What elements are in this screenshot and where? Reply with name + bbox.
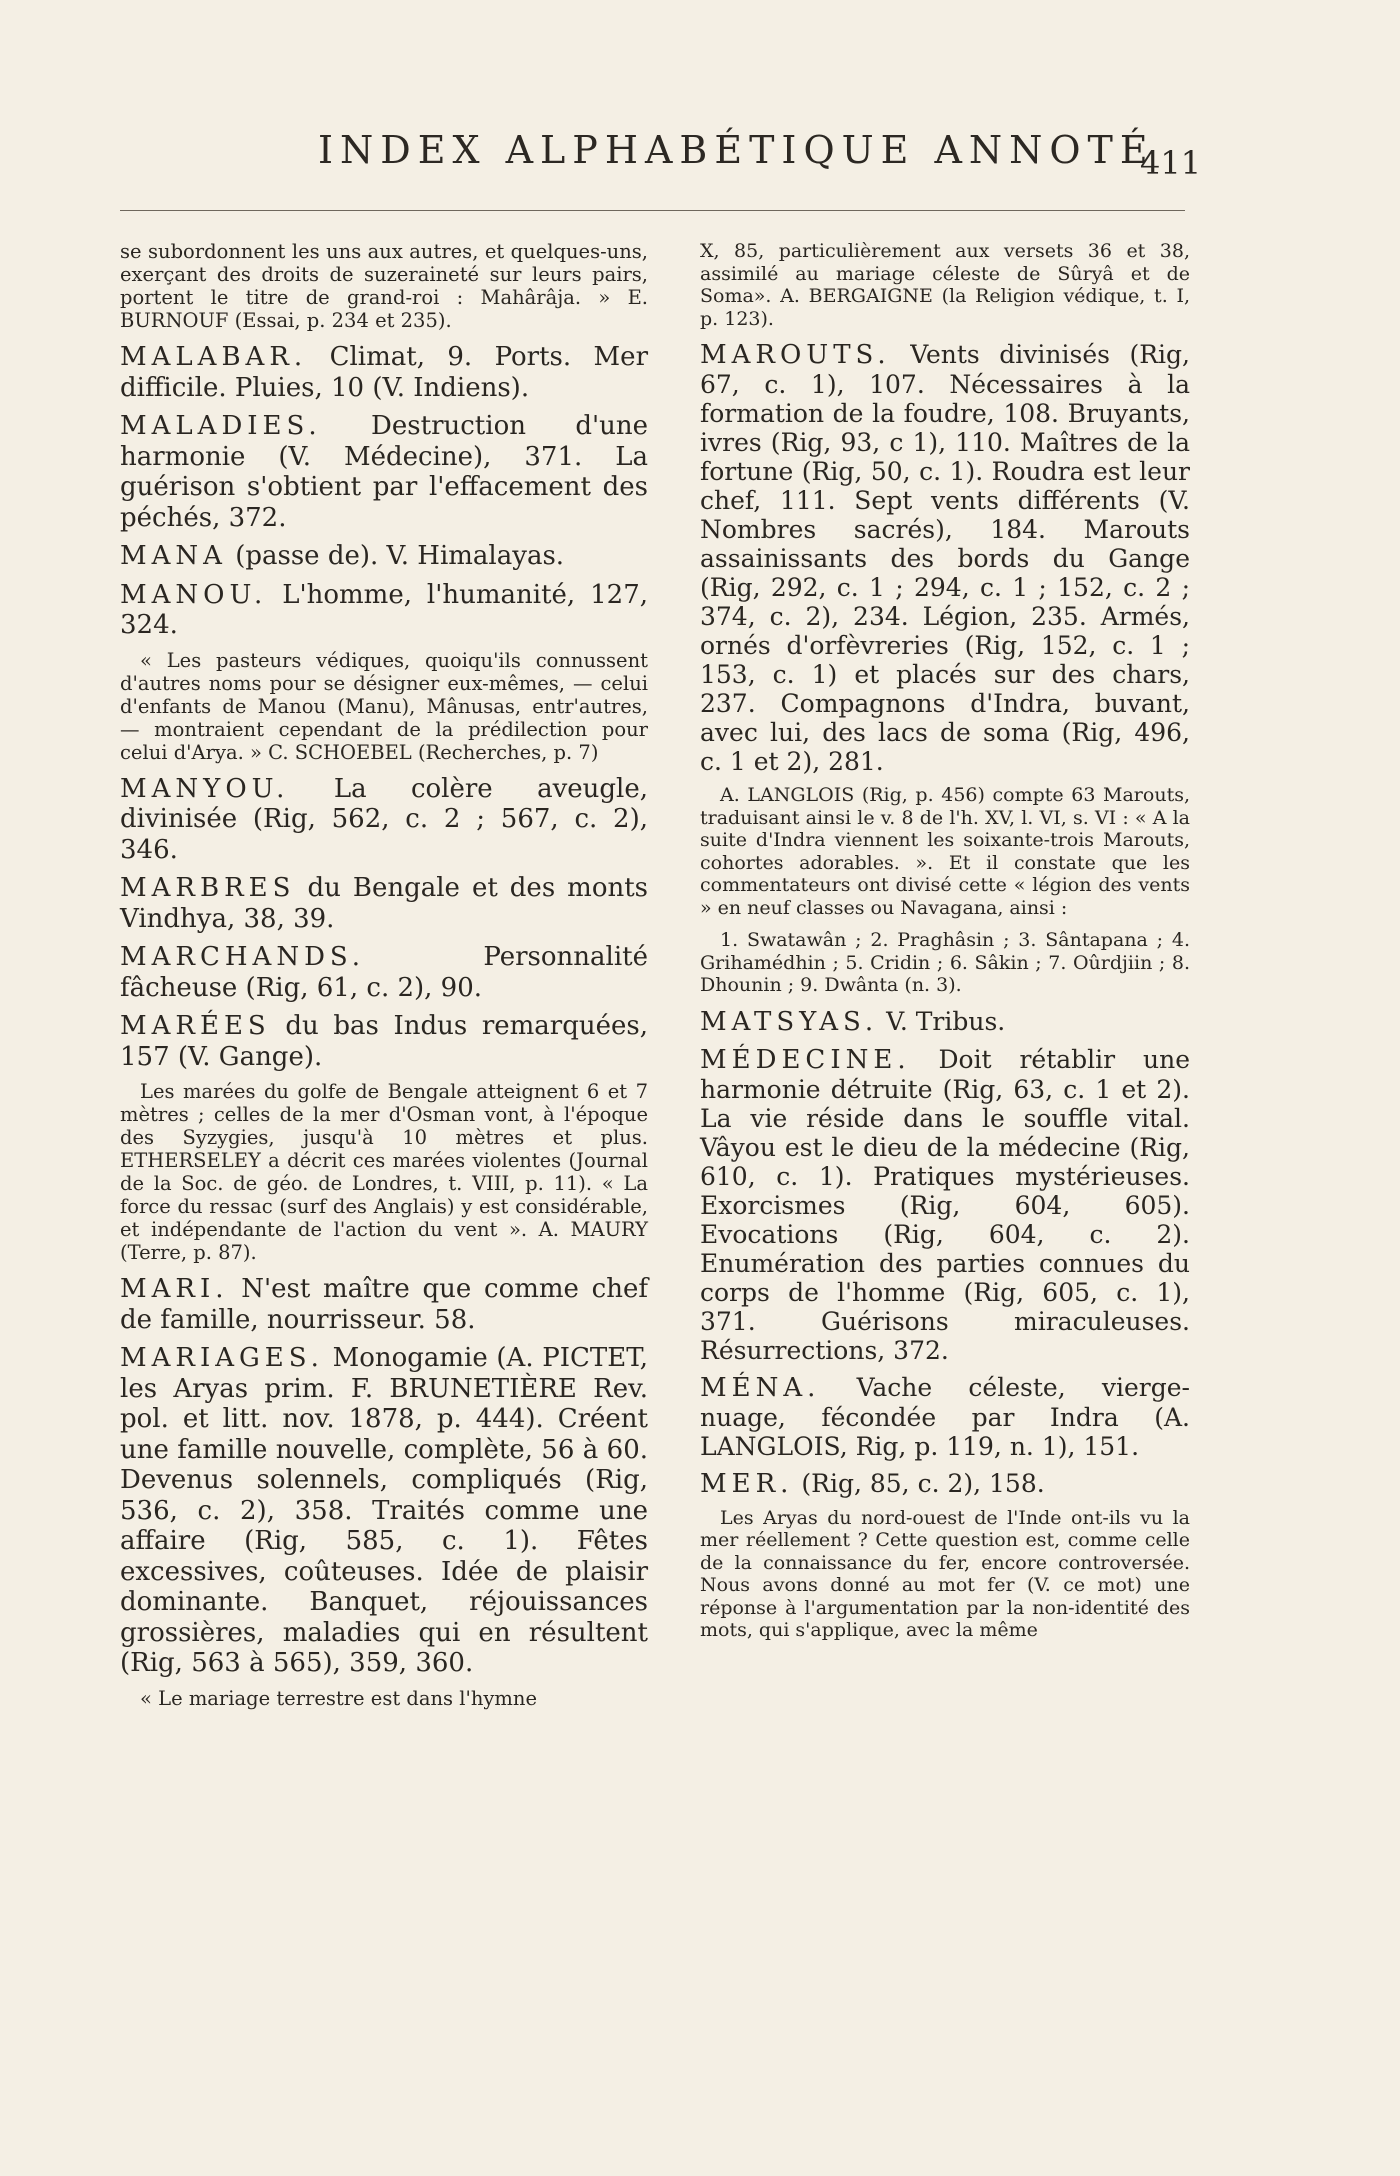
entry-headword: MARI. [120,1274,229,1304]
entry-headword: MALADIES. [120,411,322,441]
annotation-note: « Les pasteurs védiques, quoiqu'ils connussent d'autres noms pour se désigner eux-mêmes, — celui d'enfants de Manou (Manu), Mânusas, entr'autres, — montraient cependant de la prédilection pour celui d'Arya. » C. SCHOEBEL (Recherches, p. 7) [120,648,648,764]
right-column [700,240,1190,1652]
entry-text: L'homme, l'humanité, 127, 324. [120,579,648,640]
entry-headword: MARCHANDS. [120,942,366,972]
index-entry [120,541,648,572]
entry-text: du Bengale et des monts Vindhya, 38, 39. [120,873,649,934]
entry-text: Climat, 9. Ports. Mer difficile. Pluies, 10 (V. Indiens). [120,342,648,403]
index-entry [120,1011,648,1072]
entry-text: Monogamie (A. PICTET, les Aryas prim. F. BRUNETIÈRE Rev. pol. et litt. nov. 1878, p. 444). Créent une famille nouvelle, complète, 56 à 60. Devenus solennels, compliqués (Rig, 536, c. 2), 358. Traités comme une affaire (Rig, 585, c. 1). Fêtes excessives, coûteuses. Idée de plaisir dominante. Banquet, réjouissances grossières, maladies qui en résultent (Rig, 563 à 565), 359, 360. [120,1343,649,1678]
entry-headword: MARÉES [120,1011,271,1041]
index-entry [120,580,648,641]
index-entry [120,1343,648,1679]
entry-text: Doit rétablir une harmonie détruite (Rig, 63, c. 1 et 2). La vie réside dans le souffle vital. Vâyou est le dieu de la médecine (Rig, 610, c. 1). Pratiques mystérieuses. Exorcismes (Rig, 604, 605). Evocations (Rig, 604, c. 2). Enumération des parties connues du corps de l'homme (Rig, 605, c. 1), 371. Guérisons miraculeuses. Résurrections, 372. [700,1044,1190,1365]
entry-headword: MER. [700,1468,794,1499]
entry-headword: MAROUTS. [700,340,891,370]
entry-headword: MÉNA. [700,1372,821,1403]
entry-text: (Rig, 85, c. 2), 158. [801,1468,1045,1498]
annotation-note: A. LANGLOIS (Rig, p. 456) compte 63 Marouts, traduisant ainsi le v. 8 de l'h. XV, l. VI, s. VI : « A la suite d'Indra viennent les soixante-trois Marouts, cohortes adorables. ». Et il constate que les commentateurs ont divisé cette « légion des vents » en neuf classes ou Navagana, ainsi : [700,784,1190,919]
annotation-note: « Le mariage terrestre est dans l'hymne [140,1686,538,1710]
entry-text: Destruction d'une harmonie (V. Médecine), 371. La guérison s'obtient par l'effacement des péchés, 372. [120,411,648,533]
entry-text: (passe de). V. Himalayas. [235,541,565,571]
header-rule [120,210,1185,211]
entry-text: du bas Indus remarquées, 157 (V. Gange). [120,1011,649,1072]
annotation-note: Les Aryas du nord-ouest de l'Inde ont-ils vu la mer réellement ? Cette question est, comme celle de la connaissance du fer, encore controversée. Nous avons donné au mot fer (V. ce mot) une réponse à l'argumentation par la non-identité des mots, qui s'applique, avec la même [700,1506,1190,1641]
index-entry [700,1469,1190,1499]
index-entry [700,1373,1190,1461]
entry-headword: MANOU. [120,579,268,610]
annotation-note: se subordonnent les uns aux autres, et quelques-uns, exerçant des droits de suzeraineté sur leurs pairs, portent le titre de grand-roi : Mahârâja. » E. BURNOUF (Essai, p. 234 et 235). [120,240,648,332]
annotation-note: 1. Swatawân ; 2. Praghâsin ; 3. Sântapana ; 4. Grihamédhin ; 5. Cridin ; 6. Sâkin ; 7. Oûrdjiin ; 8. Dhounin ; 9. Dwânta (n. 3). [700,929,1190,996]
entry-headword: MATSYAS. [700,1006,879,1037]
page-number: 411 [1140,144,1202,182]
index-entry [120,942,648,1003]
entry-headword: MARBRES [120,873,296,903]
annotation-note: X, 85, particulièrement aux versets 36 et 38, assimilé au mariage céleste de Sûryâ et de Soma». A. BERGAIGNE (la Religion védique, t. I, p. 123). [700,240,1190,330]
entry-headword: MANYOU. [120,773,290,804]
running-title: INDEX ALPHABÉTIQUE ANNOTÉ [318,128,1155,172]
index-entry [120,411,648,533]
entry-text: Vents divinisés (Rig, 67, c. 1), 107. Nécessaires à la formation de la foudre, 108. Bruyants, ivres (Rig, 93, c 1), 110. Maîtres de la fortune (Rig, 50, c. 1). Roudra est leur chef, 111. Sept vents différents (V. Nombres sacrés), 184. Marouts assainissants des bords du Gange (Rig, 292, c. 1 ; 294, c. 1 ; 152, c. 2 ; 374, c. 2), 234. Légion, 235. Armés, ornés d'orfèvreries (Rig, 152, c. 1 ; 153, c. 1) et placés sur des chars, 237. Compagnons d'Indra, buvant, avec lui, des lacs de soma (Rig, 496, c. 1 et 2), 281. [700,340,1190,776]
entry-headword: MANA [120,541,227,571]
entry-text: V. Tribus. [886,1006,1006,1036]
entry-text: N'est maître que comme chef de famille, nourrisseur. 58. [120,1274,648,1335]
annotation-note: Les marées du golfe de Bengale atteignent 6 et 7 mètres ; celles de la mer d'Osman vont, à l'époque des Syzygies, jusqu'à 10 mètres et plus. ETHERSELEY a décrit ces marées violentes (Journal de la Soc. de géo. de Londres, t. VIII, p. 11). « La force du ressac (surf des Anglais) y est considérable, et indépendante de l'action du vent ». A. MAURY (Terre, p. 87). [120,1080,648,1264]
entry-text: Vache céleste, vierge-nuage, fécondée par Indra (A. LANGLOIS, Rig, p. 119, n. 1), 151. [700,1372,1190,1461]
entry-text: La colère aveugle, divinisée (Rig, 562, c. 2 ; 567, c. 2), 346. [120,773,649,865]
index-entry [120,873,648,934]
entry-headword: MALABAR. [120,342,308,372]
index-entry [120,1274,648,1335]
index-entry [700,340,1190,776]
entry-headword: MARIAGES. [120,1343,324,1373]
entry-text: Personnalité fâcheuse (Rig, 61, c. 2), 90. [120,942,648,1003]
left-column [120,240,648,1720]
index-entry [120,774,648,866]
index-entry [700,1007,1190,1037]
index-entry [700,1045,1190,1365]
entry-headword: MÉDECINE. [700,1044,911,1075]
page-header [0,128,1400,208]
index-entry [120,342,648,403]
